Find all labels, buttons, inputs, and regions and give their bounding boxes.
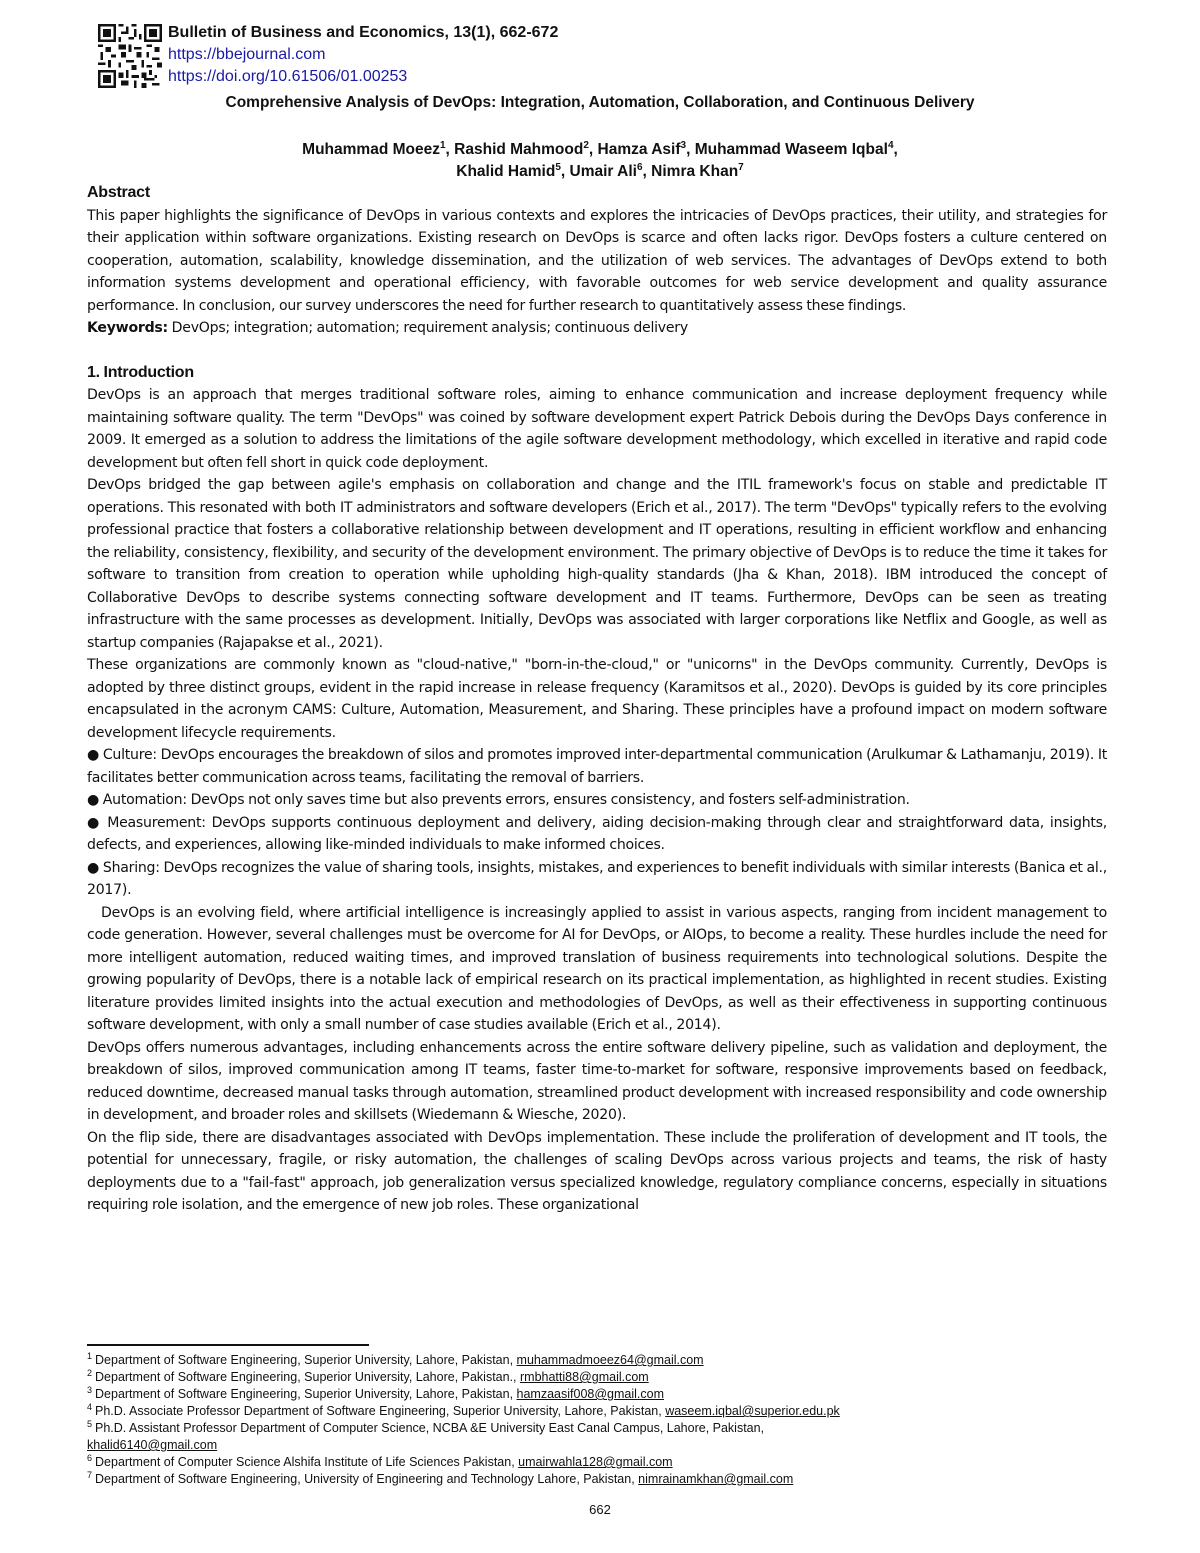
email-link[interactable]: umairwahla128@gmail.com <box>518 1455 673 1469</box>
author-name: Nimra Khan <box>651 163 739 180</box>
journal-website-link[interactable]: https://bbejournal.com <box>168 46 326 63</box>
author-name: Muhammad Moeez <box>302 141 440 158</box>
email-link[interactable]: hamzaasif008@gmail.com <box>516 1387 665 1401</box>
footnote-mark: 7 <box>87 1469 93 1480</box>
footnote <box>87 1352 1107 1369</box>
footnote-affiliation: Department of Software Engineering, Superior University, Lahore, Pakistan., <box>95 1370 520 1384</box>
footnote <box>87 1471 1107 1488</box>
journal-citation: Bulletin of Business and Economics, 13(1), 662-672 <box>168 24 559 41</box>
email-link[interactable]: nimrainamkhan@gmail.com <box>638 1472 794 1486</box>
paragraph: These organizations are commonly known as "cloud-native," "born-in-the-cloud," or "unicorns" in the DevOps community. Currently, DevOps is adopted by three distinct groups, evident in the rapid increase in release frequency (Karamitsos et al., 2020). DevOps is guided by its core principles encapsulated in the acronym CAMS: Culture, Automation, Measurement, and Sharing. These principles have a profound impact on modern software development lifecycle requirements. <box>87 657 1107 741</box>
doi-link[interactable]: https://doi.org/10.61506/01.00253 <box>168 68 408 85</box>
email-link[interactable]: khalid6140@gmail.com <box>87 1438 218 1452</box>
email-link[interactable]: rmbhatti88@gmail.com <box>520 1370 649 1384</box>
footnote <box>87 1369 1107 1386</box>
footnote-affiliation: Department of Software Engineering, Superior University, Lahore, Pakistan, <box>95 1353 517 1367</box>
author-affiliation-mark: 1 <box>439 139 446 151</box>
footnote <box>87 1386 1107 1403</box>
email-link[interactable]: waseem.iqbal@superior.edu.pk <box>665 1404 840 1418</box>
author-affiliation-mark: 2 <box>583 139 589 151</box>
section-heading-introduction: 1. Introduction <box>87 363 194 381</box>
paragraph: DevOps bridged the gap between agile's emphasis on collaboration and change and the ITIL framework's focus on stable and predictable IT operations. This resonated with both IT administrators and software developers (Erich et al., 2017). The term "DevOps" typically refers to the evolving professional practice that fosters a collaborative relationship between development and IT operations, resulting in efficient workflow and enhancing the reliability, consistency, flexibility, and security of the development environment. The primary objective of DevOps is to reduce the time it takes for software to transition from creation to operation while upholding high-quality standards (Jha & Khan, 2018). IBM introduced the concept of Collaborative DevOps to describe systems connecting software development and IT teams. Furthermore, DevOps can be seen as treating infrastructure with the same processes as development. Initially, DevOps was associated with larger corporations like Netflix and Google, as well as startup companies (Rajapakse et al., 2021). <box>87 477 1107 651</box>
email-link[interactable]: muhammadmoeez64@gmail.com <box>516 1353 704 1367</box>
bullet-item-measurement: ● Measurement: DevOps supports continuous deployment and delivery, aiding decision-making through clear and straightforward data, insights, defects, and experiences, allowing like-minded individuals to make informed choices. <box>87 814 1107 853</box>
paragraph: DevOps is an approach that merges traditional software roles, aiming to enhance communication and increase deployment frequency while maintaining software quality. The term "DevOps" was coined by software development expert Patrick Debois during the DevOps Days conference in 2009. It emerged as a solution to address the limitations of the agile software development methodology, which excelled in iterative and rapid code development but often fell short in quick code deployment. <box>87 387 1107 471</box>
footnote-mark: 4 <box>87 1401 93 1412</box>
footnote <box>87 1454 1107 1471</box>
footnote-mark: 6 <box>87 1452 93 1463</box>
bullet-item-automation: ● Automation: DevOps not only saves time but also prevents errors, ensures consistency, and fosters self-administration. <box>87 792 910 808</box>
paragraph: DevOps offers numerous advantages, including enhancements across the entire software delivery pipeline, such as validation and deployment, the breakdown of silos, improved communication among IT teams, faster time-to-market for software, responsive improvements based on feedback, reduced downtime, decreased manual tasks through automation, streamlined product development with increased responsibility and code ownership in development, and broader roles and skillsets (Wiedemann & Wiesche, 2020). <box>87 1039 1107 1123</box>
footnote-affiliation: Department of Computer Science Alshifa Institute of Life Sciences Pakistan, <box>95 1455 519 1469</box>
keywords-value: DevOps; integration; automation; requirement analysis; continuous delivery <box>171 320 688 336</box>
author-name: Khalid Hamid <box>456 163 556 180</box>
author-affiliation-mark: 3 <box>680 139 687 151</box>
footnote-affiliation: Ph.D. Associate Professor Department of Software Engineering, Superior University, Lahore, Pakistan, <box>95 1404 666 1418</box>
footnote-divider <box>87 1344 369 1346</box>
abstract-text: This paper highlights the significance of DevOps in various contexts and explores the intricacies of DevOps practices, their utility, and strategies for their application within software organizations. Existing research on DevOps is scarce and often lacks rigor. DevOps fosters a culture centered on cooperation, automation, scalability, knowledge dissemination, and the utilization of web services. The advantages of DevOps extend to both information systems development and operational efficiency, with favorable outcomes for web service development and quality assurance performance. In conclusion, our survey underscores the need for further research to quantitatively assess these findings. <box>87 207 1107 314</box>
paper-title: Comprehensive Analysis of DevOps: Integration, Automation, Collaboration, and Continuous Delivery <box>225 94 975 111</box>
author-name: Rashid Mahmood <box>454 141 584 158</box>
author-affiliation-mark: 7 <box>738 161 744 173</box>
bullet-item-culture: ● Culture: DevOps encourages the breakdown of silos and promotes improved inter-departmental communication (Arulkumar & Lathamanju, 2019). It facilitates better communication across teams, facilitating the removal of barriers. <box>87 747 1107 786</box>
author-line-2: Khalid Hamid$^5$, Umair Ali$^6$, Nimra Khan$^7$ <box>456 161 744 180</box>
footnote-continuation <box>87 1437 1107 1454</box>
abstract-heading: Abstract <box>87 184 150 201</box>
bullet-item-sharing: ● Sharing: DevOps recognizes the value of sharing tools, insights, mistakes, and experiences to benefit individuals with similar interests (Banica et al., 2017). <box>87 859 1107 898</box>
qr-code-icon <box>98 24 162 88</box>
footnote-affiliation: Ph.D. Assistant Professor Department of Computer Science, NCBA &E University East Canal Campus, Lahore, Pakistan, <box>95 1421 765 1435</box>
page-number: 662 <box>589 1502 611 1517</box>
body-text <box>87 182 1107 1217</box>
author-line-1: Muhammad Moeez$^1$, Rashid Mahmood$^2$, Hamza Asif$^3$, Muhammad Waseem Iqbal$^4$, <box>302 139 898 158</box>
footnote <box>87 1420 1107 1437</box>
journal-header <box>98 22 1108 94</box>
footnote-mark: 3 <box>87 1384 93 1395</box>
footnote-affiliation: Department of Software Engineering, University of Engineering and Technology Lahore, Pakistan, <box>95 1472 639 1486</box>
author-affiliation-mark: 5 <box>555 161 561 173</box>
author-affiliation-mark: 6 <box>636 161 643 173</box>
author-affiliation-mark: 4 <box>887 139 894 151</box>
footnote <box>87 1403 1107 1420</box>
author-name: Umair Ali <box>569 163 637 180</box>
keywords-line <box>87 317 1107 340</box>
footnote-affiliation: Department of Software Engineering, Superior University, Lahore, Pakistan, <box>95 1387 517 1401</box>
footnote-mark: 1 <box>87 1350 93 1361</box>
author-name: Hamza Asif <box>597 141 681 158</box>
author-name: Muhammad Waseem Iqbal <box>694 141 888 158</box>
footnote-mark: 2 <box>87 1367 93 1378</box>
keywords-label: Keywords: <box>87 320 168 336</box>
footnote-mark: 5 <box>87 1418 93 1429</box>
paragraph: On the flip side, there are disadvantages associated with DevOps implementation. These include the proliferation of development and IT tools, the potential for unnecessary, fragile, or risky automation, the challenges of scaling DevOps across various projects and teams, the risk of hasty deployments due to a "fail-fast" approach, job generalization versus specialized knowledge, regulatory compliance concerns, especially in situations requiring role isolation, and the emergence of new job roles. These organizational <box>87 1129 1107 1213</box>
paragraph: DevOps is an evolving field, where artificial intelligence is increasingly applied to assist in various aspects, ranging from incident management to code generation. However, several challenges must be overcome for AI for DevOps, or AIOps, to become a reality. These hurdles include the need for more intelligent automation, reduced waiting times, and improved translation of business requirements into technological solutions. Despite the growing popularity of DevOps, there is a notable lack of empirical research on its practical implementation, as highlighted in recent studies. Existing literature provides limited insights into the actual execution and methodologies of DevOps, as well as their effectiveness in supporting continuous software development, with only a small number of case studies available (Erich et al., 2014). <box>87 904 1107 1033</box>
author-list <box>0 139 1200 183</box>
footnotes <box>87 1352 1107 1488</box>
